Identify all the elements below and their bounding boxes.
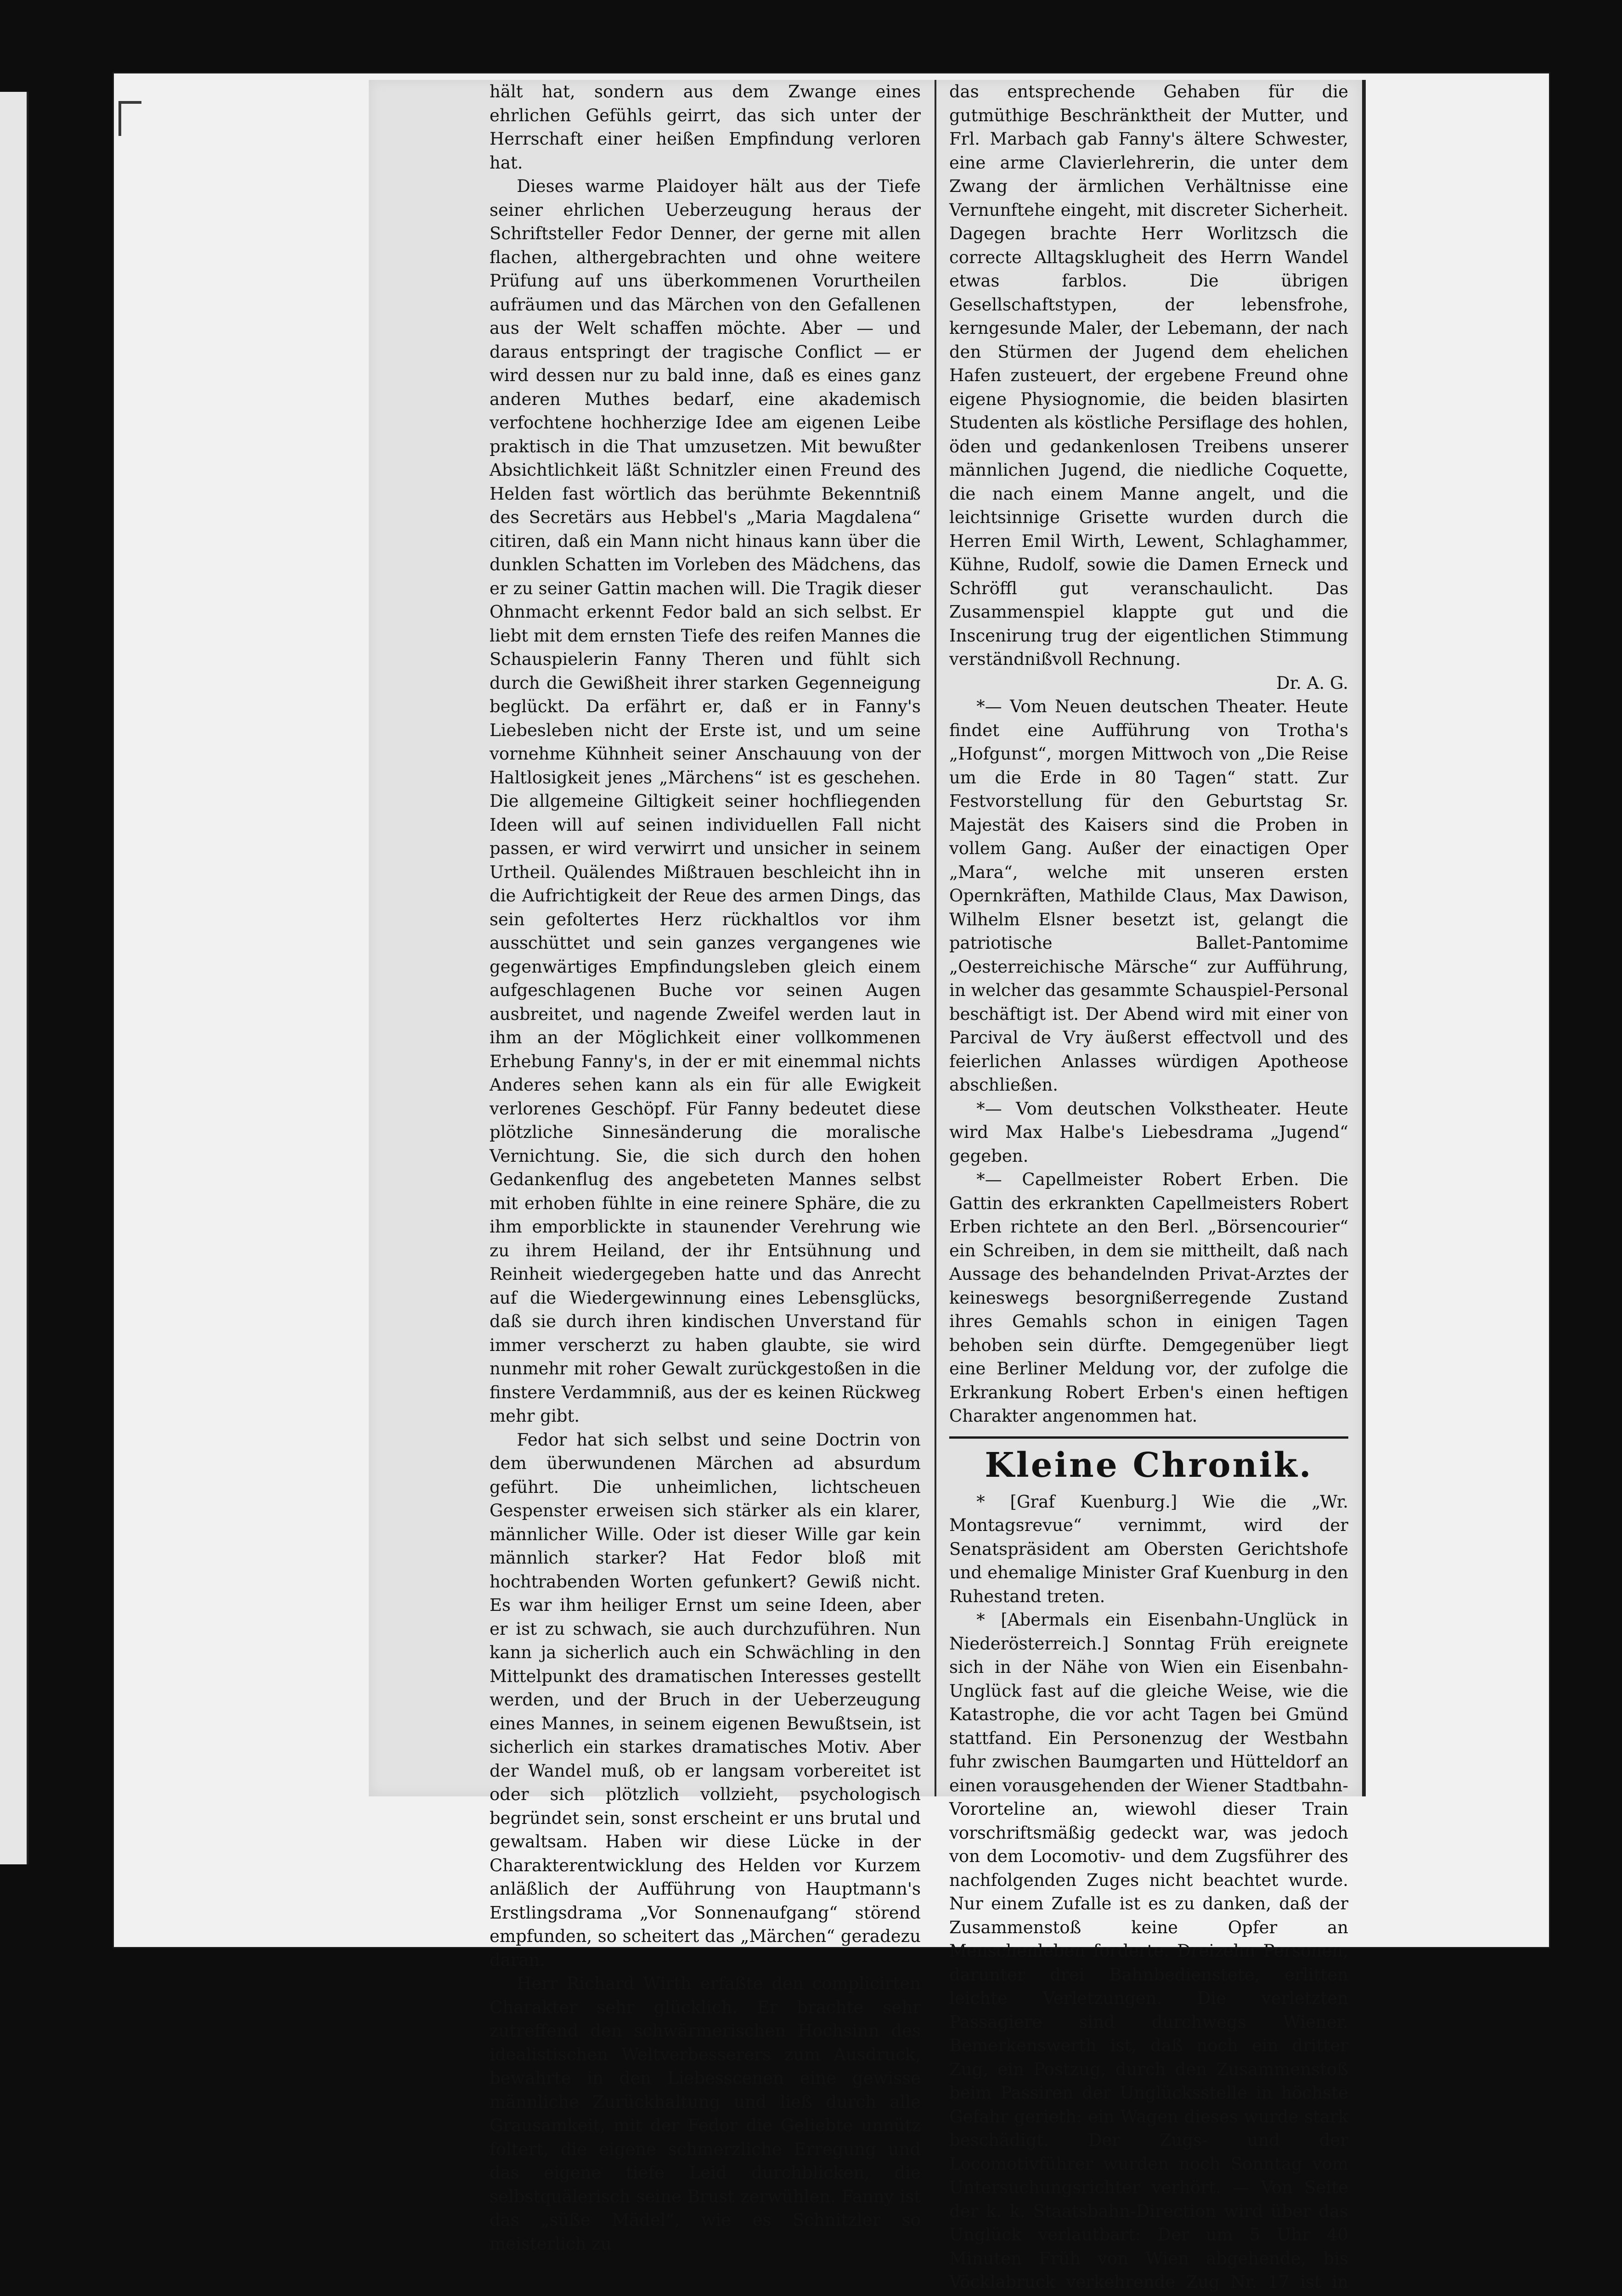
theatre-notice: *— Vom deutschen Volkstheater. Heute wird Max Halbe's Liebesdrama „Jugend“ gegeben. (949, 1098, 1348, 1166)
right-text-column (941, 80, 1357, 2292)
chronicle-item: * [Graf Kuenburg.] Wie die „Wr. Montagsrevue“ vernimmt, wird der Senatspräsident am Obersten Gerichtshofe und ehemalige Minister Graf Kuenburg in den Ruhestand treten. (949, 1491, 1348, 1606)
chronicle-item: * [Abermals ein Eisenbahn-Unglück in Niederösterreich.] Sonntag Früh ereignete sich in der Nähe von Wien ein Eisenbahn-Unglück fast auf die gleiche Weise, wie die Katastrophe, die vor acht Tagen bei Gmünd stattfand. Ein Personenzug der Westbahn fuhr zwischen Baumgarten und Hütteldorf an einen vorausgehenden der Wiener Stadtbahn-Vororteline an, wiewohl dieser Train vorschriftsmäßig gedeckt war, was jedoch von dem Locomotiv- und dem Zugsführer des nachfolgenden Zuges nicht beachtet wurde. Nur einem Zufalle ist es zu danken, daß der Zusammenstoß keine Opfer an Menschenleben forderte. Dreizehn Personen, darunter drei Bahnbedienstete, erlitten leichte Verletzungen. Die verletzten Passagiere sind durchwegs Wiener. Bemerkenswerth ist, daß noch ein dritter Zug, ein Postzug, durch den Zusammenstoß beim Passiren der Unglücksstelle in höchste Gefahr gerieth: ein Wagen dieses wurde stark beschädigt. Der Zugs- und der Locomotivführer wurden noch Sonntag vom Untersuchungsrichter verhört. — Von Seite der k. k. Staatsbahn-Direction wird über das Unglück verlautbart: Der um 5 Uhr 40 Minuten Früh von Wien abgehende, bis Vöcklabruck verkehrende Zug Nr. 17 ist in (949, 1610, 1348, 2292)
left-text-column (481, 80, 929, 2254)
theatre-notice: *— Vom Neuen deutschen Theater. Heute findet eine Aufführung von Trotha's „Hofgunst“, morgen Mittwoch von „Die Reise um die Erde in 80 Tagen“ statt. Zur Festvorstellung für den Geburtstag Sr. Majestät des Kaisers sind die Proben in vollem Gang. Außer der einactigen Oper „Mara“, welche mit unseren ersten Opernkräften, Mathilde Claus, Max Dawison, Wilhelm Elsner besetzt ist, gelangt die patriotische Ballet-Pantomime „Oesterreichische Märsche“ zur Aufführung, in welcher das gesammte Schauspiel-Personal beschäftigt ist. Der Abend wird mit einer von Parcival de Vry äußerst effectvoll und des feierlichen Anlasses würdigen Apotheose abschließen. (949, 697, 1348, 1095)
author-signature: Dr. A. G. (1276, 673, 1348, 693)
section-heading: Kleine Chronik. (985, 1445, 1313, 1485)
paragraph: Herr Richard Wirth erfaßte den complicirten Charakter sehr glücklich. Er brachte sehr zutreffend den schwärmerischen Hochsinn des idealistischen Weltverbesserers zum Ausdruck, bewahrte in den Liebesscenen eine gewisse männliche Zurückhaltung und ließ durch alle Grausamkeit, mit der Fedor die Geliebte unnütz foltert, die eigene schmerzliche Erregung und das eigene tiefe Leid durchblicken, die selbstquälerisch seine Brust zerwühlen. Fanny ist das „süße Mädel“, wie es Schnitzler so meisterlich zu (490, 1974, 921, 2254)
paragraph: hält hat, sondern aus dem Zwange eines ehrlichen Gefühls geirrt, das sich unter der Herrschaft einer heißen Empfindung verloren hat. (490, 82, 921, 173)
newspaper-clipping (369, 80, 1366, 2292)
section-rule (949, 1436, 1348, 1439)
paragraph: Dieses warme Plaidoyer hält aus der Tiefe seiner ehrlichen Ueberzeugung heraus der Schriftsteller Fedor Denner, der gerne mit allen flachen, althergebrachten und ohne weitere Prüfung auf uns überkommenen Vorurtheilen aufräumen und das Märchen von den Gefallenen aus der Welt schaffen möchte. Aber — und daraus entspringt der tragische Conflict — er wird dessen nur zu bald inne, daß es eines ganz anderen Muthes bedarf, eine akademisch verfochtene hochherzige Idee am eigenen Leibe praktisch in die That umzusetzen. Mit bewußter Absichtlichkeit läßt Schnitzler einen Freund des Helden fast wörtlich das berühmte Bekenntniß des Secretärs aus Hebbel's „Maria Magdalena“ citiren, daß ein Mann nicht hinaus kann über die dunklen Schatten im Vorleben des Mädchens, das er zu seiner Gattin machen will. Die Tragik dieser Ohnmacht erkennt Fedor bald an sich selbst. Er liebt mit dem ernsten Tiefe des reifen Mannes die Schauspielerin Fanny Theren und fühlt sich durch die Gewißheit ihrer starken Gegenneigung beglückt. Da erfährt er, daß er in Fanny's Liebesleben nicht der Erste ist, und um seine vornehme Kühnheit seiner Anschauung von der Haltlosigkeit jenes „Märchens“ ist es geschehen. Die allgemeine Giltigkeit seiner hochfliegenden Ideen will auf seinen individuellen Fall nicht passen, er wird verwirrt und unsicher in seinem Urtheil. Quälendes Mißtrauen beschleicht ihn in die Aufrichtigkeit der Reue des armen Dings, das sein gefoltertes Herz rückhaltlos vor ihm ausschüttet und sein ganzes vergangenes wie gegenwärtiges Empfindungsleben gleich einem aufgeschlagenen Buche vor seinen Augen ausbreitet, und nagende Zweifel werden laut in ihm an der Möglichkeit einer vollkommenen Erhebung Fanny's, in der er mit einemmal nichts Anderes sehen kann als ein für alle Ewigkeit verlorenes Geschöpf. Für Fanny bedeutet diese plötzliche Sinnesänderung die moralische Vernichtung. Sie, die sich durch den hohen Gedankenflug des angebeteten Mannes selbst mit erhoben fühlte in eine reinere Sphäre, die zu ihm emporblickte in staunender Verehrung wie zu ihrem Heiland, der ihr Entsühnung und Reinheit wiedergegeben hatte und das Anrecht auf die Wiedergewinnung eines Lebensglücks, daß sie durch ihren kindischen Unverstand für immer verscherzt zu haben glaubte, sie wird nunmehr mit roher Gewalt zurückgestoßen in die finstere Verdammniß, aus der es keinen Rückweg mehr gibt. (490, 176, 921, 1426)
corner-crop-mark (118, 101, 141, 136)
theatre-notice: *— Capellmeister Robert Erben. Die Gattin des erkrankten Capellmeisters Robert Erben richtete an den Berl. „Börsencourier“ ein Schreiben, in dem sie mittheilt, daß nach Aussage des behandelnden Privat-Arztes der keineswegs besorgnißerregende Zustand ihres Gemahls schon in einigen Tagen behoben sein dürfte. Demgegenüber liegt eine Berliner Meldung vor, der zufolge die Erkrankung Robert Erben's einen heftigen Charakter angenommen hat. (949, 1170, 1348, 1426)
review-continuation: das entsprechende Gehaben für die gutmüthige Beschränktheit der Mutter, und Frl. Marbach gab Fanny's ältere Schwester, eine arme Clavierlehrerin, die unter dem Zwang der ärmlichen Verhältnisse eine Vernunftehe eingeht, mit discreter Sicherheit. Dagegen brachte Herr Worlitzsch die correcte Alltagsklugheit des Herrn Wandel etwas farblos. Die übrigen Gesellschaftstypen, der lebensfrohe, kerngesunde Maler, der Lebemann, der nach den Stürmen der Jugend dem ehelichen Hafen zusteuert, der ergebene Freund ohne eigene Physiognomie, die beiden blasirten Studenten als köstliche Persiflage des hohlen, öden und gedankenlosen Treibens unserer männlichen Jugend, die niedliche Coquette, die nach einem Manne angelt, und die leichtsinnige Grisette wurden durch die Herren Emil Wirth, Lewent, Schlaghammer, Kühne, Rudolf, sowie die Damen Erneck und Schröffl gut veranschaulicht. Das Zusammenspiel klappte gut und die Inscenirung trug der eigentlichen Stimmung verständnißvoll Rechnung. (949, 82, 1348, 669)
paragraph: Fedor hat sich selbst und seine Doctrin von dem überwundenen Märchen ad absurdum geführt. Die unheimlichen, lichtscheuen Gespenster erweisen sich stärker als ein klarer, männlicher Wille. Oder ist dieser Wille gar kein männlich starker? Hat Fedor bloß mit hochtrabenden Worten gefunkert? Gewiß nicht. Es war ihm heiliger Ernst um seine Ideen, aber er ist zu schwach, sie auch durchzuführen. Nun kann ja sicherlich auch ein Schwächling in den Mittelpunkt des dramatischen Interesses gestellt werden, und der Bruch in der Ueberzeugung eines Mannes, in seinem eigenen Bewußtsein, ist sicherlich ein starkes dramatisches Motiv. Aber der Wandel muß, ob er langsam vorbereitet ist oder sich plötzlich vollzieht, psychologisch begründet sein, sonst erscheint er uns brutal und gewaltsam. Haben wir diese Lücke in der Charakterentwicklung des Helden vor Kurzem anläßlich der Aufführung von Hauptmann's Erstlingsdrama „Vor Sonnenaufgang“ störend empfunden, so scheitert das „Märchen“ geradezu daran. (490, 1429, 921, 1970)
archive-page (114, 73, 1549, 2292)
column-divider (935, 80, 936, 1796)
previous-page-edge (0, 92, 28, 1864)
